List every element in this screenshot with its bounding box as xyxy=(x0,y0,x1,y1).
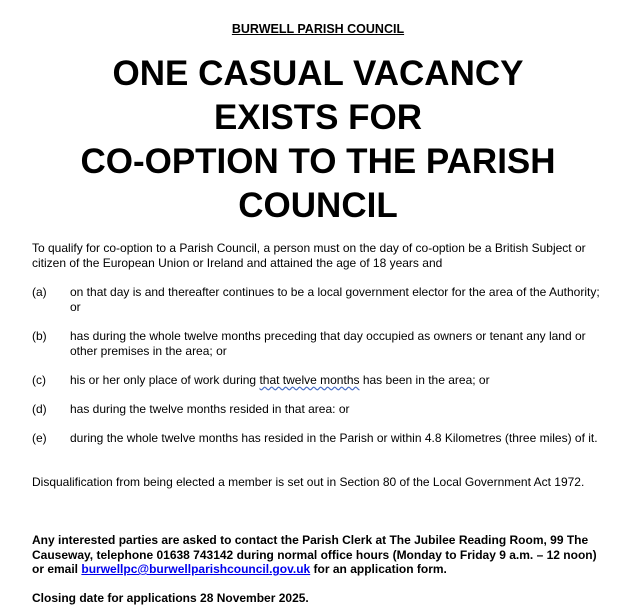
criterion-text: has during the whole twelve months preceding that day occupied as owners or tenant any land or other premises in the area; or xyxy=(70,329,586,358)
headline-line-4: COUNCIL xyxy=(238,186,398,225)
disqualification-paragraph: Disqualification from being elected a member is set out in Section 80 of the Local Government Act 1972. xyxy=(32,475,585,489)
criterion-label: (b) xyxy=(32,329,47,343)
spellcheck-marked-phrase[interactable]: that twelve months xyxy=(259,373,360,387)
criterion-label: (c) xyxy=(32,373,46,387)
email-link[interactable]: burwellpc@burwellparishcouncil.gov.uk xyxy=(81,562,311,576)
headline-line-1: ONE CASUAL VACANCY xyxy=(112,54,524,93)
criterion-text-start: his or her only place of work during xyxy=(70,373,260,387)
organisation-title: BURWELL PARISH COUNCIL xyxy=(231,22,405,36)
headline-line-3: CO-OPTION TO THE PARISH xyxy=(80,142,556,181)
criterion-text: has during the twelve months resided in that area: or xyxy=(70,402,350,416)
criterion-label: (e) xyxy=(32,431,47,445)
criterion-text-end: has been in the area; or xyxy=(359,373,490,387)
contact-text: Any interested parties are asked to contact the Parish Clerk at The Jubilee Reading Room, 99 The Causeway, telephone 01638 743142 during normal office hours (Monday to Friday 9 a.m. – 12 noon) or email xyxy=(32,533,597,576)
criterion-label: (a) xyxy=(32,285,47,299)
criterion-text: during the whole twelve months has resided in the Parish or within 4.8 Kilometres (three miles) of it. xyxy=(70,431,598,445)
headline-line-2: EXISTS FOR xyxy=(213,98,423,137)
criterion-text xyxy=(70,373,604,388)
vacancy-headline xyxy=(32,52,604,228)
intro-paragraph: To qualify for co-option to a Parish Council, a person must on the day of co-option be a British Subject or citizen of the European Union or Ireland and attained the age of 18 years and xyxy=(32,241,586,270)
contact-paragraph xyxy=(32,533,604,577)
closing-date: Closing date for applications 28 November 2025. xyxy=(32,591,309,605)
criterion-label: (d) xyxy=(32,402,47,416)
criterion-text: on that day is and thereafter continues to be a local government elector for the area of the Authority; or xyxy=(70,285,600,314)
contact-text-end: for an application form. xyxy=(310,562,447,576)
